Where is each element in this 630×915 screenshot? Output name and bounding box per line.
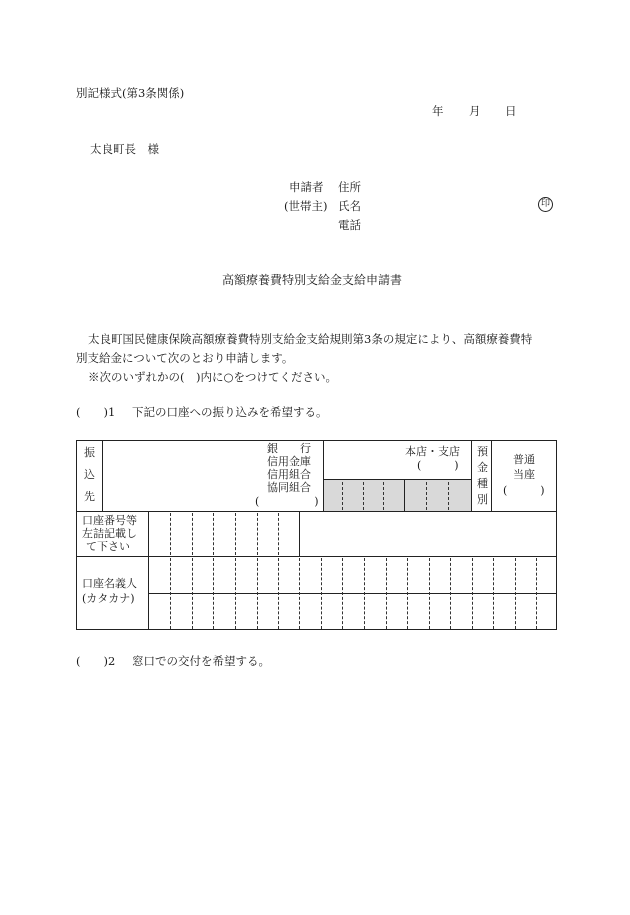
deposit-type-char-3: 種 [477, 477, 488, 490]
bank-type-shinkin: 信用金庫 [267, 455, 311, 468]
date-month-label: 月 [469, 104, 481, 118]
form-label: 別記様式(第3条関係) [76, 86, 185, 100]
option-2-text: 窓口での交付を希望する。 [132, 654, 270, 668]
bank-type-bank: 銀 行 [267, 442, 311, 455]
bank-type-paren[interactable]: ( ) [255, 495, 319, 508]
branch-label: 本店・支店 [405, 445, 460, 458]
householder-label: (世帯主) [284, 199, 328, 213]
account-holder-label-1: 口座名義人 [82, 577, 137, 590]
account-number-label-1: 口座番号等 [82, 514, 137, 527]
furikomi-char-1: 振 [84, 446, 95, 459]
body-line-1: 太良町国民健康保険高額療養費特別支給金支給規則第3条の規定により、高額療養費特 [88, 332, 533, 346]
account-type-futsu[interactable]: 普通 [513, 453, 535, 466]
furikomi-char-3: 先 [84, 490, 95, 503]
addressee: 太良町長 様 [90, 142, 159, 156]
branch-paren[interactable]: ( ) [417, 459, 459, 472]
option-2-paren[interactable]: ( )2 [76, 654, 116, 668]
bank-type-kyodo: 協同組合 [267, 481, 311, 494]
furikomi-char-2: 込 [84, 468, 95, 481]
deposit-type-char-2: 金 [477, 461, 488, 474]
deposit-type-char-4: 別 [477, 493, 488, 506]
seal-icon: 印 [538, 197, 553, 212]
name-label: 氏名 [338, 199, 361, 213]
phone-label: 電話 [338, 218, 361, 232]
document-title: 高額療養費特別支給金支給申請書 [222, 273, 403, 287]
body-line-2: 別支給金について次のとおり申請します。 [76, 351, 294, 365]
account-holder-label-2: (カタカナ) [82, 592, 135, 605]
option-1-paren[interactable]: ( )1 [76, 405, 116, 419]
account-number-label-3: て下さい [86, 540, 130, 553]
address-label: 住所 [338, 180, 361, 194]
account-type-paren[interactable]: ( ) [503, 484, 545, 497]
date-year-label: 年 [432, 104, 444, 118]
deposit-type-char-1: 預 [477, 445, 488, 458]
body-note: ※次のいずれかの( )内に○をつけてください。 [88, 370, 338, 384]
date-day-label: 日 [505, 104, 517, 118]
bank-type-shinkumi: 信用組合 [267, 468, 311, 481]
body-paragraph [76, 330, 556, 387]
bank-account-table [76, 440, 557, 630]
account-type-toza[interactable]: 当座 [513, 468, 535, 481]
applicant-role: 申請者 [289, 180, 324, 194]
account-number-label-2: 左詰記載し [82, 527, 137, 540]
option-1-text: 下記の口座への振り込みを希望する。 [132, 405, 328, 419]
